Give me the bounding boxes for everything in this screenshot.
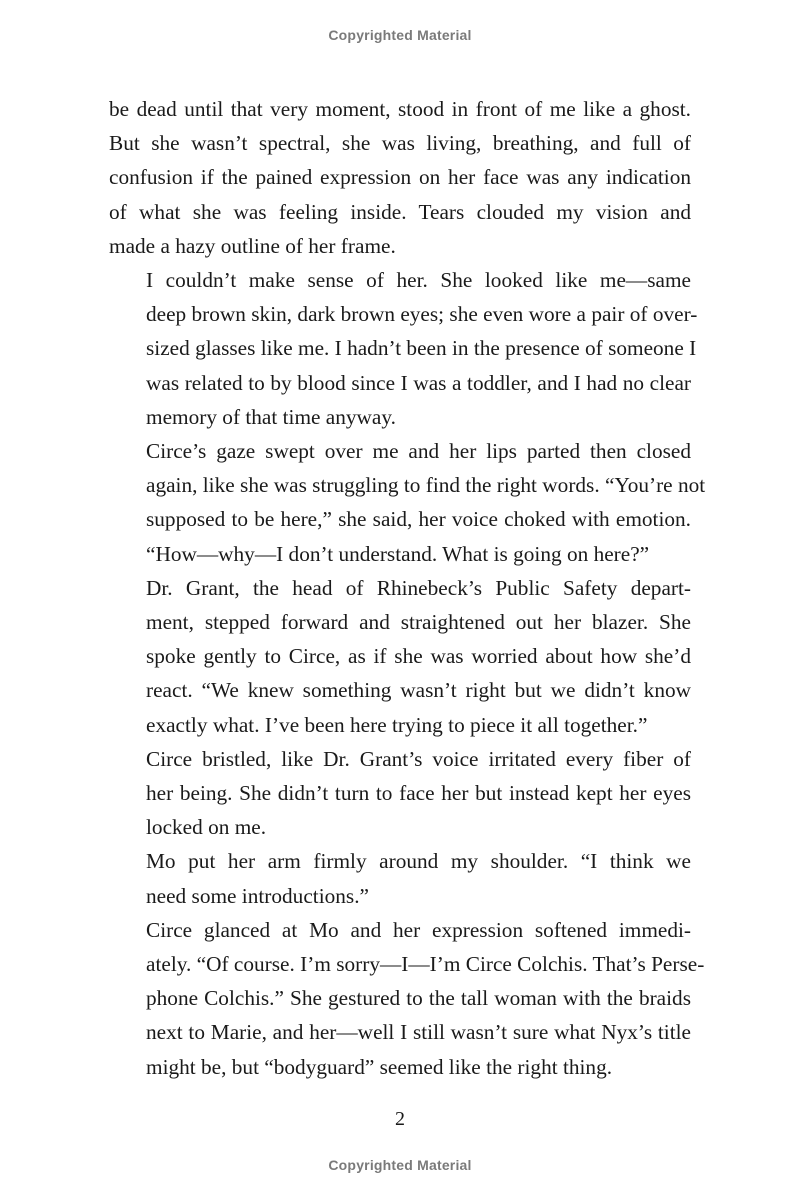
text-line: need some introductions.” <box>146 883 369 908</box>
text-line: might be, but “bodyguard” seemed like the right thing. <box>146 1054 613 1079</box>
paragraph <box>109 742 691 845</box>
text-line: react. “We knew something wasn’t right but we didn’t know <box>146 678 691 703</box>
text-line: next to Marie, and her—well I still wasn’t sure what Nyx’s title <box>146 1020 691 1045</box>
text-line: Circe bristled, like Dr. Grant’s voice irritated every fiber of <box>146 746 691 771</box>
paragraph <box>109 263 698 434</box>
paragraph <box>109 434 706 571</box>
text-line: locked on me. <box>146 815 267 840</box>
text-line: confusion if the pained expression on her face was any indication <box>109 165 691 190</box>
text-line: Dr. Grant, the head of Rhinebeck’s Public Safety depart- <box>146 575 691 600</box>
paragraph <box>109 92 691 263</box>
paragraph <box>109 844 691 912</box>
text-line: sized glasses like me. I hadn’t been in the presence of someone I <box>146 336 697 361</box>
text-line: again, like she was struggling to find the right words. “You’re not <box>146 473 706 498</box>
copyright-watermark-bottom: Copyrighted Material <box>328 1157 472 1173</box>
paragraph <box>109 913 705 1084</box>
text-line: Circe glanced at Mo and her expression softened immedi- <box>146 917 691 942</box>
text-line: exactly what. I’ve been here trying to piece it all together.” <box>146 712 648 737</box>
copyright-watermark-top: Copyrighted Material <box>328 27 472 43</box>
text-line: supposed to be here,” she said, her voice choked with emotion. <box>146 507 691 532</box>
text-line: memory of that time anyway. <box>146 404 396 429</box>
text-line: ment, stepped forward and straightened out her blazer. She <box>146 610 691 635</box>
text-line: was related to by blood since I was a toddler, and I had no clear <box>146 370 691 395</box>
text-line: I couldn’t make sense of her. She looked like me—same <box>146 268 691 293</box>
text-line: made a hazy outline of her frame. <box>109 233 396 258</box>
text-line: But she wasn’t spectral, she was living, breathing, and full of <box>109 131 691 156</box>
paragraph <box>109 571 691 742</box>
page-number: 2 <box>395 1108 405 1130</box>
text-line: of what she was feeling inside. Tears clouded my vision and <box>109 199 691 224</box>
text-line: Mo put her arm firmly around my shoulder. “I think we <box>146 849 691 874</box>
text-line: phone Colchis.” She gestured to the tall woman with the braids <box>146 986 691 1011</box>
text-line: “How—why—I don’t understand. What is going on here?” <box>146 541 650 566</box>
text-line: be dead until that very moment, stood in front of me like a ghost. <box>109 97 691 121</box>
text-line: spoke gently to Circe, as if she was worried about how she’d <box>146 644 691 669</box>
text-line: deep brown skin, dark brown eyes; she even wore a pair of over- <box>146 302 698 327</box>
text-line: Circe’s gaze swept over me and her lips parted then closed <box>146 439 691 464</box>
text-line: ately. “Of course. I’m sorry—I—I’m Circe Colchis. That’s Perse- <box>146 952 705 977</box>
body-text <box>109 92 706 1084</box>
text-line: her being. She didn’t turn to face her but instead kept her eyes <box>146 781 691 806</box>
